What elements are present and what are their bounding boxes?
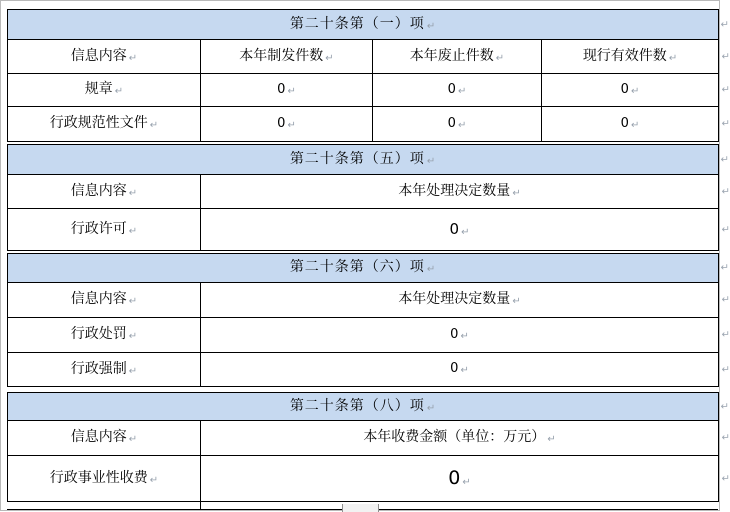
row-value-text: 0 [450, 326, 459, 342]
paragraph-mark-icon: ↵ [457, 85, 467, 97]
section-title[interactable] [8, 254, 730, 283]
row-value-text: 0 [277, 115, 286, 131]
end-of-row-mark-icon: ↵ [721, 432, 730, 444]
end-of-row-mark-icon: ↵ [721, 224, 730, 235]
column-header-text: 现行有效件数 [582, 47, 667, 64]
section-title[interactable] [8, 145, 730, 175]
paragraph-mark-icon: ↵ [128, 52, 138, 64]
column-header[interactable] [201, 175, 730, 209]
column-header-text: 本年废止件数 [409, 47, 494, 64]
row-value-text: 0 [448, 467, 461, 490]
row-value[interactable] [542, 74, 730, 107]
table-row [8, 107, 719, 142]
end-of-row-mark-icon: ↵ [721, 329, 730, 341]
row-value-text: 0 [620, 115, 629, 131]
row-value[interactable] [373, 74, 542, 107]
section-title[interactable] [8, 10, 730, 40]
section-title-text: 第二十条第（六）项 [289, 259, 425, 276]
end-of-row-mark-icon: ↵ [721, 364, 730, 375]
paragraph-mark-icon: ↵ [128, 365, 138, 377]
row-value-text: 0 [450, 361, 459, 377]
column-header[interactable] [542, 40, 730, 74]
row-value[interactable] [201, 209, 730, 251]
row-value[interactable] [373, 107, 542, 142]
paragraph-mark-icon: ↵ [630, 119, 640, 131]
section-title-text: 第二十条第（八）项 [289, 397, 425, 414]
section-table-1 [7, 9, 730, 142]
end-of-row-mark-icon: ↵ [721, 294, 730, 306]
row-value-text: 0 [447, 115, 456, 131]
table-row [8, 209, 719, 251]
row-value-text: 0 [620, 81, 629, 97]
column-header[interactable] [201, 40, 373, 74]
end-of-row-mark-icon: ↵ [720, 19, 730, 30]
paragraph-mark-icon: ↵ [460, 365, 469, 377]
section-table-3 [7, 253, 730, 387]
row-label[interactable] [8, 107, 201, 142]
end-of-row-mark-icon: ↵ [720, 262, 730, 274]
row-label-text: 行政处罚 [70, 326, 127, 343]
table-row [8, 456, 719, 502]
paragraph-mark-icon: ↵ [461, 227, 470, 238]
row-value[interactable] [201, 74, 373, 107]
row-value-text: 0 [449, 220, 460, 238]
row-value[interactable] [201, 456, 730, 502]
row-value[interactable] [201, 318, 730, 353]
paragraph-mark-icon: ↵ [128, 434, 138, 446]
end-of-row-mark-icon: ↵ [720, 401, 730, 412]
page-bottom-artifact [342, 504, 379, 512]
column-header-text: 本年收费金额（单位：万元） [363, 429, 546, 446]
paragraph-mark-icon: ↵ [149, 474, 159, 486]
paragraph-mark-icon: ↵ [457, 119, 467, 131]
end-of-row-mark-icon: ↵ [721, 84, 730, 96]
row-value-text: 0 [277, 81, 286, 97]
paragraph-mark-icon: ↵ [426, 20, 437, 32]
paragraph-mark-icon: ↵ [512, 296, 521, 308]
table-row [8, 318, 719, 353]
row-label-text: 行政事业性收费 [49, 469, 148, 486]
column-header[interactable] [201, 421, 730, 456]
paragraph-mark-icon: ↵ [668, 52, 678, 64]
section-title-text: 第二十条第（一）项 [289, 15, 425, 32]
paragraph-mark-icon: ↵ [426, 402, 437, 414]
paragraph-mark-icon: ↵ [128, 225, 138, 237]
column-header-text: 信息内容 [70, 291, 127, 308]
section-table-2 [7, 144, 730, 251]
paragraph-mark-icon: ↵ [426, 264, 437, 276]
paragraph-mark-icon: ↵ [149, 120, 159, 132]
paragraph-mark-icon: ↵ [630, 85, 640, 97]
row-label-text: 规章 [84, 81, 113, 98]
table-row [8, 74, 719, 107]
end-of-row-mark-icon: ↵ [721, 186, 730, 197]
column-header[interactable] [8, 40, 201, 74]
column-header-text: 本年处理决定数量 [398, 291, 511, 308]
paragraph-mark-icon: ↵ [287, 119, 296, 131]
column-header-text: 信息内容 [70, 429, 127, 446]
row-value-text: 0 [447, 81, 456, 97]
paragraph-mark-icon: ↵ [287, 85, 296, 97]
paragraph-mark-icon: ↵ [547, 434, 556, 446]
table-row [8, 353, 719, 387]
column-header[interactable] [201, 283, 730, 318]
row-label[interactable] [8, 318, 201, 353]
paragraph-mark-icon: ↵ [325, 52, 334, 64]
row-label[interactable] [8, 209, 201, 251]
column-header-text: 本年处理决定数量 [398, 182, 511, 199]
row-label-text: 行政许可 [70, 220, 127, 237]
paragraph-mark-icon: ↵ [462, 477, 471, 489]
paragraph-mark-icon: ↵ [460, 330, 469, 342]
partial-row-divider [200, 502, 201, 509]
row-label[interactable] [8, 456, 201, 502]
paragraph-mark-icon: ↵ [128, 296, 138, 308]
column-header[interactable] [8, 421, 201, 456]
column-header-text: 本年制发件数 [239, 47, 324, 64]
end-of-row-mark-icon: ↵ [720, 154, 730, 165]
column-header-text: 信息内容 [70, 47, 127, 64]
end-of-row-mark-icon: ↵ [721, 473, 730, 484]
paragraph-mark-icon: ↵ [426, 155, 437, 167]
end-of-row-mark-icon: ↵ [721, 51, 730, 62]
row-value[interactable] [542, 107, 730, 142]
row-label-text: 行政强制 [70, 360, 127, 377]
section-table-4 [7, 392, 730, 502]
row-label[interactable] [8, 353, 201, 387]
row-value[interactable] [201, 107, 373, 142]
section-title[interactable] [8, 393, 730, 421]
paragraph-mark-icon: ↵ [128, 331, 138, 343]
column-header[interactable] [8, 283, 201, 318]
column-header-text: 信息内容 [70, 182, 127, 199]
section-title-text: 第二十条第（五）项 [289, 150, 425, 167]
column-header[interactable] [8, 175, 201, 209]
row-label-text: 行政规范性文件 [49, 115, 148, 132]
row-label[interactable] [8, 74, 201, 107]
paragraph-mark-icon: ↵ [512, 187, 521, 199]
column-header[interactable] [373, 40, 542, 74]
paragraph-mark-icon: ↵ [495, 52, 505, 64]
end-of-row-mark-icon: ↵ [721, 118, 730, 130]
paragraph-mark-icon: ↵ [128, 187, 138, 199]
row-value[interactable] [201, 353, 730, 387]
paragraph-mark-icon: ↵ [114, 86, 124, 98]
